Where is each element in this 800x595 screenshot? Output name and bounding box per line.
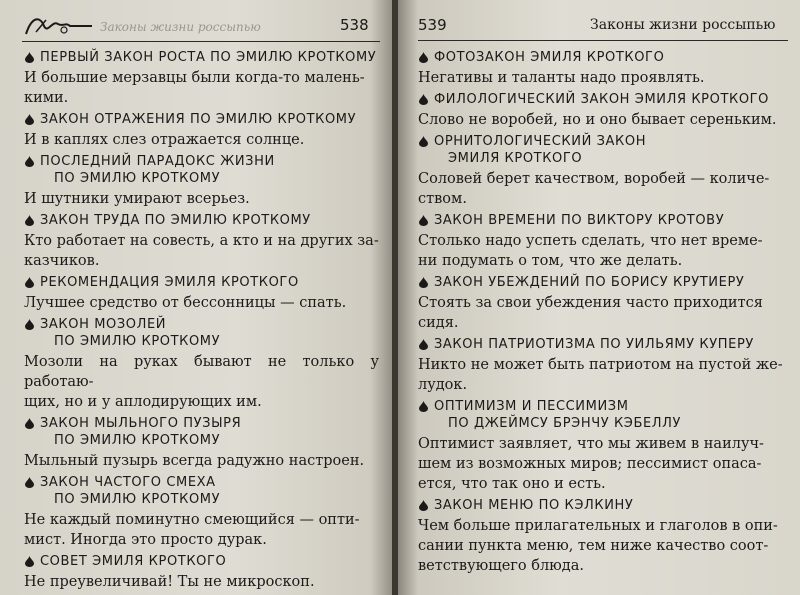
page-number: 539 bbox=[418, 16, 447, 34]
law-text bbox=[24, 572, 379, 592]
law-text-line: Оптимист заявляет, что мы живем в наилуч- bbox=[418, 436, 764, 452]
law-title bbox=[418, 274, 786, 291]
law-title bbox=[418, 336, 786, 353]
droplet-bullet-icon bbox=[25, 114, 34, 125]
law-text bbox=[24, 352, 379, 412]
law-text bbox=[418, 434, 786, 494]
left-column bbox=[24, 46, 379, 592]
law-text-line: Слово не воробей, но и оно бывает сереньким. bbox=[418, 112, 777, 128]
running-head: Законы жизни россыпью bbox=[590, 17, 776, 33]
law-title-line: ЗАКОН ОТРАЖЕНИЯ ПО ЭМИЛЮ КРОТКОМУ bbox=[40, 112, 357, 127]
droplet-bullet-icon bbox=[419, 215, 428, 226]
law-text bbox=[24, 231, 379, 271]
law-text-line: Стоять за свои убеждения часто приходится bbox=[418, 295, 763, 311]
law-text-line: И в каплях слез отражается солнце. bbox=[24, 132, 305, 148]
law-title-line: ЗАКОН МЕНЮ ПО КЭЛКИНУ bbox=[434, 498, 634, 513]
law-text bbox=[24, 189, 379, 209]
law-text-line: Чем больше прилагательных и глаголов в опи- bbox=[418, 518, 778, 534]
law-entry bbox=[418, 212, 786, 271]
law-title bbox=[418, 497, 786, 514]
law-text bbox=[24, 68, 379, 108]
law-text bbox=[418, 231, 786, 271]
law-entry bbox=[24, 49, 379, 108]
law-text-line: сидя. bbox=[418, 315, 459, 331]
law-title-line: ЗАКОН УБЕЖДЕНИЙ ПО БОРИСУ КРУТИЕРУ bbox=[434, 275, 745, 290]
law-title bbox=[24, 274, 379, 291]
law-text-line: мист. Иногда это просто дурак. bbox=[24, 532, 267, 548]
law-text-line: Мыльный пузырь всегда радужно настроен. bbox=[24, 453, 365, 469]
law-title-line: ЭМИЛЯ КРОТКОГО bbox=[448, 151, 583, 166]
law-text-line: И шутники умирают всерьез. bbox=[24, 191, 250, 207]
law-text-line: шем из возможных миров; пессимист опаса- bbox=[418, 456, 762, 472]
law-entry bbox=[24, 553, 379, 592]
law-text bbox=[418, 110, 786, 130]
law-entry bbox=[418, 497, 786, 576]
law-title-line: РЕКОМЕНДАЦИЯ ЭМИЛЯ КРОТКОГО bbox=[40, 275, 299, 290]
law-title-line: ЗАКОН ТРУДА ПО ЭМИЛЮ КРОТКОМУ bbox=[40, 213, 311, 228]
law-text-line: Не каждый поминутно смеющийся — опти- bbox=[24, 512, 360, 528]
law-entry bbox=[418, 49, 786, 88]
law-text bbox=[418, 293, 786, 333]
law-title bbox=[418, 91, 786, 108]
law-text-line: ется, что так оно и есть. bbox=[418, 476, 606, 492]
droplet-bullet-icon bbox=[419, 52, 428, 63]
law-text-line: сании пункта меню, тем ниже качество соот- bbox=[418, 538, 769, 554]
law-title-line: ЗАКОН МОЗОЛЕЙ bbox=[40, 317, 167, 332]
law-text bbox=[24, 130, 379, 150]
droplet-bullet-icon bbox=[25, 477, 34, 488]
law-title bbox=[418, 398, 786, 432]
law-title bbox=[24, 474, 379, 508]
law-text-line: Негативы и таланты надо проявлять. bbox=[418, 70, 705, 86]
droplet-bullet-icon bbox=[25, 319, 34, 330]
law-title-line: ПЕРВЫЙ ЗАКОН РОСТА ПО ЭМИЛЮ КРОТКОМУ bbox=[40, 50, 377, 65]
law-title-line: ПО ЭМИЛЮ КРОТКОМУ bbox=[54, 334, 221, 349]
law-title bbox=[24, 212, 379, 229]
law-entry bbox=[24, 316, 379, 412]
header-rule bbox=[22, 41, 380, 42]
law-text-line: Столько надо успеть сделать, что нет време- bbox=[418, 233, 763, 249]
law-entry bbox=[24, 274, 379, 313]
law-text-line: казчиков. bbox=[24, 253, 100, 269]
law-text-line: И большие мерзавцы были когда-то малень- bbox=[24, 70, 365, 86]
law-title bbox=[418, 212, 786, 229]
law-title bbox=[24, 111, 379, 128]
law-title-line: ЗАКОН ПАТРИОТИЗМА ПО УИЛЬЯМУ КУПЕРУ bbox=[434, 337, 754, 352]
law-title-line: СОВЕТ ЭМИЛЯ КРОТКОГО bbox=[40, 554, 227, 569]
droplet-bullet-icon bbox=[419, 500, 428, 511]
law-text bbox=[418, 516, 786, 576]
law-text-line: щих, но и у аплодирующих им. bbox=[24, 394, 262, 410]
law-entry bbox=[24, 212, 379, 271]
law-title-line: ПО ДЖЕЙМСУ БРЭНЧУ КЭБЕЛЛУ bbox=[448, 416, 682, 431]
law-entry bbox=[24, 474, 379, 550]
law-title bbox=[24, 415, 379, 449]
law-entry bbox=[418, 336, 786, 395]
law-title bbox=[418, 49, 786, 66]
law-title-line: ЗАКОН ВРЕМЕНИ ПО ВИКТОРУ КРОТОВУ bbox=[434, 213, 725, 228]
law-entry bbox=[24, 111, 379, 150]
droplet-bullet-icon bbox=[25, 52, 34, 63]
law-text-line: лудок. bbox=[418, 377, 468, 393]
law-text bbox=[418, 68, 786, 88]
droplet-bullet-icon bbox=[419, 136, 428, 147]
law-text-line: Не преувеличивай! Ты не микроскоп. bbox=[24, 574, 315, 590]
law-title bbox=[418, 133, 786, 167]
droplet-bullet-icon bbox=[25, 215, 34, 226]
law-text-line: Лучшее средство от бессонницы — спать. bbox=[24, 295, 347, 311]
law-text-line: Кто работает на совесть, а кто и на других за- bbox=[24, 233, 379, 249]
law-title-line: ЗАКОН МЫЛЬНОГО ПУЗЫРЯ bbox=[40, 416, 242, 431]
law-title-line: ПО ЭМИЛЮ КРОТКОМУ bbox=[54, 492, 221, 507]
law-entry bbox=[418, 398, 786, 494]
law-title bbox=[24, 49, 379, 66]
law-title-line: ПО ЭМИЛЮ КРОТКОМУ bbox=[54, 433, 221, 448]
law-text bbox=[418, 355, 786, 395]
droplet-bullet-icon bbox=[419, 277, 428, 288]
law-text-line: Соловей берет качеством, воробей — количе- bbox=[418, 171, 770, 187]
header-rule bbox=[418, 40, 788, 41]
law-text bbox=[24, 293, 379, 313]
law-title-line: ЗАКОН ЧАСТОГО СМЕХА bbox=[40, 475, 216, 490]
law-title bbox=[24, 316, 379, 350]
law-entry bbox=[418, 133, 786, 209]
law-title bbox=[24, 553, 379, 570]
right-column bbox=[418, 46, 786, 576]
law-title-line: ФИЛОЛОГИЧЕСКИЙ ЗАКОН ЭМИЛЯ КРОТКОГО bbox=[434, 92, 770, 107]
right-page bbox=[398, 0, 800, 595]
left-page bbox=[0, 0, 394, 595]
law-title-line: ОПТИМИЗМ И ПЕССИМИЗМ bbox=[434, 399, 629, 414]
droplet-bullet-icon bbox=[25, 556, 34, 567]
page-number: 538 bbox=[340, 16, 369, 34]
law-entry bbox=[24, 153, 379, 209]
law-entry bbox=[418, 91, 786, 130]
law-text bbox=[24, 451, 379, 471]
law-text bbox=[418, 169, 786, 209]
law-text-line: ветствующего блюда. bbox=[418, 558, 584, 574]
law-text-line: Мозоли на руках бывают не только у работаю- bbox=[24, 354, 379, 390]
law-text bbox=[24, 510, 379, 550]
law-title-line: ПО ЭМИЛЮ КРОТКОМУ bbox=[54, 171, 221, 186]
law-title-line: ФОТОЗАКОН ЭМИЛЯ КРОТКОГО bbox=[434, 50, 665, 65]
droplet-bullet-icon bbox=[419, 94, 428, 105]
law-text-line: ством. bbox=[418, 191, 467, 207]
law-title bbox=[24, 153, 379, 187]
publisher-logo-icon bbox=[22, 12, 96, 40]
law-entry bbox=[418, 274, 786, 333]
law-title-line: ПОСЛЕДНИЙ ПАРАДОКС ЖИЗНИ bbox=[40, 154, 275, 169]
droplet-bullet-icon bbox=[419, 401, 428, 412]
law-text-line: кими. bbox=[24, 90, 69, 106]
law-title-line: ОРНИТОЛОГИЧЕСКИЙ ЗАКОН bbox=[434, 134, 647, 149]
droplet-bullet-icon bbox=[419, 339, 428, 350]
droplet-bullet-icon bbox=[25, 156, 34, 167]
droplet-bullet-icon bbox=[25, 277, 34, 288]
law-entry bbox=[24, 415, 379, 471]
running-head: Законы жизни россыпью bbox=[100, 20, 261, 34]
law-text-line: Никто не может быть патриотом на пустой же- bbox=[418, 357, 783, 373]
droplet-bullet-icon bbox=[25, 418, 34, 429]
law-text-line: ни подумать о том, что же делать. bbox=[418, 253, 683, 269]
